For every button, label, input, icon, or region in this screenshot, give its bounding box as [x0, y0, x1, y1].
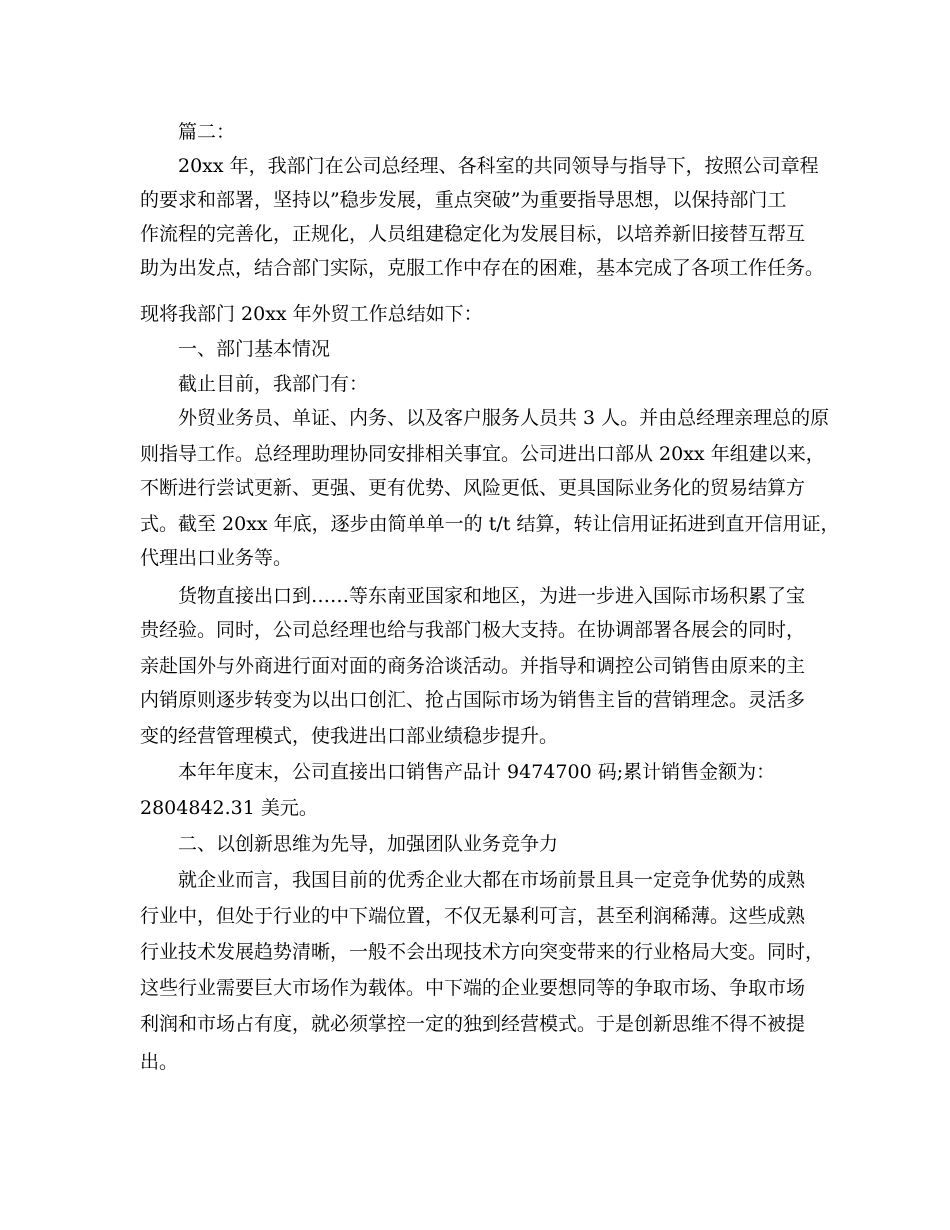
- paragraph-line: 的要求和部署，坚持以”稳步发展，重点突破”为重要指导思想，以保持部门工: [140, 189, 787, 211]
- paragraph-line: 作流程的完善化，正规化，人员组建稳定化为发展目标，以培养新旧接替互帮互: [140, 223, 806, 245]
- paragraph-line: 代理出口业务等。: [140, 547, 293, 569]
- paragraph-line: 截止目前，我部门有：: [178, 373, 369, 395]
- paragraph-line: 助为出发点，结合部门实际，克服工作中存在的困难，基本完成了各项工作任务。: [140, 257, 825, 279]
- paragraph-line: 利润和市场占有度，就必须掌控一定的独到经营模式。于是创新思维不得不被提: [140, 1013, 806, 1035]
- paragraph-line: 式。截至 20xx 年底，逐步由简单单一的 t/t 结算，转让信用证拓进到直开信用证，: [140, 513, 840, 535]
- paragraph-line: 则指导工作。总经理助理协同安排相关事宜。公司进出口部从 20xx 年组建以来，: [140, 443, 825, 465]
- paragraph-line: 现将我部门 20xx 年外贸工作总结如下：: [140, 303, 483, 325]
- paragraph-line: 行业技术发展趋势清晰，一般不会出现技术方向突变带来的行业格局大变。同时，: [140, 941, 825, 963]
- paragraph-line: 出。: [140, 1051, 179, 1073]
- paragraph-line: 亲赴国外与外商进行面对面的商务洽谈活动。并指导和调控公司销售由原来的主: [140, 655, 806, 677]
- paragraph-line: 这些行业需要巨大市场作为载体。中下端的企业要想同等的争取市场、争取市场: [140, 977, 806, 999]
- section-heading: 一、部门基本情况: [178, 338, 331, 360]
- paragraph-line: 行业中，但处于行业的中下端位置，不仅无暴利可言，甚至利润稀薄。这些成熟: [140, 905, 806, 927]
- paragraph-line: 外贸业务员、单证、内务、以及客户服务人员共 3 人。并由总经理亲理总的原: [178, 407, 830, 429]
- paragraph-line: 不断进行尝试更新、更强、更有优势、风险更低、更具国际业务化的贸易结算方: [140, 477, 806, 499]
- paragraph-line: 变的经营管理模式，使我进出口部业绩稳步提升。: [140, 725, 559, 747]
- section-heading: 篇二：: [178, 121, 236, 143]
- paragraph-line: 货物直接出口到……等东南亚国家和地区，为进一步进入国际市场积累了宝: [178, 585, 806, 607]
- paragraph-line: 20xx 年，我部门在公司总经理、各科室的共同领导与指导下，按照公司章程: [178, 155, 819, 177]
- paragraph-line: 2804842.31 美元。: [140, 797, 318, 819]
- paragraph-line: 贵经验。同时，公司总经理也给与我部门极大支持。在协调部署各展会的同时，: [140, 619, 806, 641]
- paragraph-line: 本年年度末，公司直接出口销售产品计 9474700 码;累计销售金额为：: [178, 761, 776, 783]
- paragraph-line: 就企业而言，我国目前的优秀企业大都在市场前景且具一定竞争优势的成熟: [178, 869, 806, 891]
- section-heading: 二、以创新思维为先导，加强团队业务竞争力: [178, 833, 559, 855]
- paragraph-line: 内销原则逐步转变为以出口创汇、抢占国际市场为销售主旨的营销理念。灵活多: [140, 689, 806, 711]
